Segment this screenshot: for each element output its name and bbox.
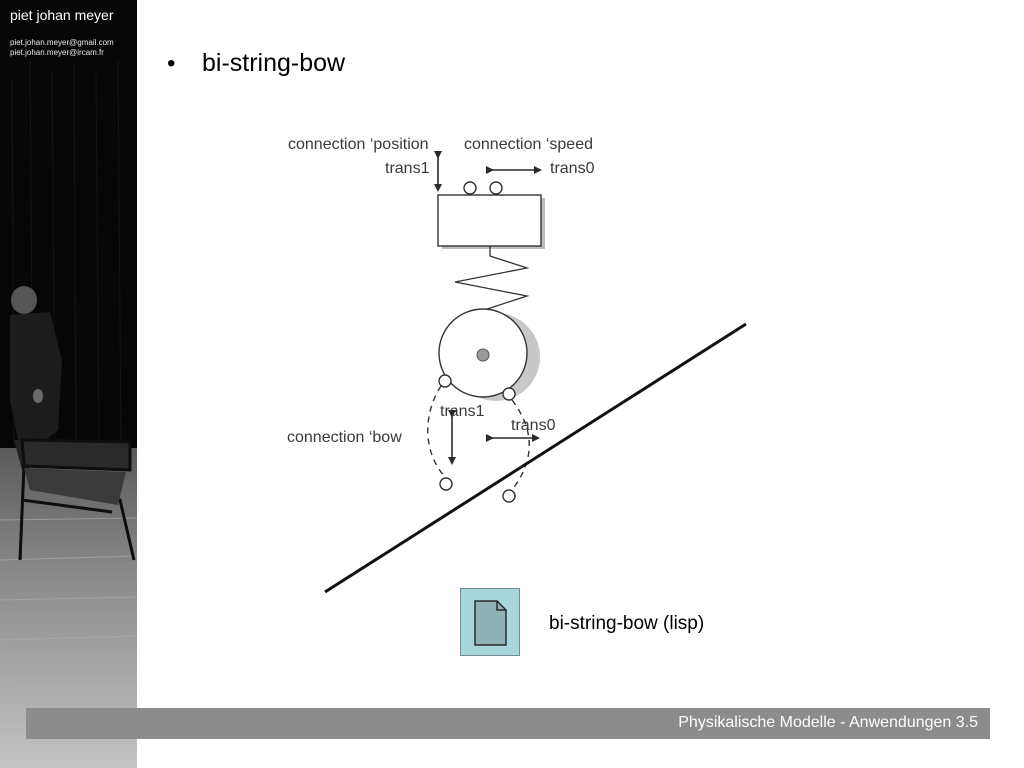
author-email-ircam[interactable]: piet.johan.meyer@ircam.fr (10, 48, 104, 57)
footer-text: Physikalische Modelle - Anwendungen 3.5 (678, 714, 978, 731)
label-connection-speed: connection ‘speed (464, 136, 593, 153)
string-connector-trans1 (440, 478, 452, 490)
label-trans0-bottom: trans0 (511, 417, 556, 434)
dashed-connection-trans1 (428, 386, 446, 478)
string-connector-trans0 (503, 490, 515, 502)
file-icon-button[interactable] (460, 588, 520, 656)
author-name: piet johan meyer (10, 7, 114, 23)
bow-wheel-hub (477, 349, 489, 361)
author-email-gmail[interactable]: piet.johan.meyer@gmail.com (10, 38, 114, 47)
dashed-connection-trans0 (512, 400, 529, 490)
top-connector-trans1 (464, 182, 476, 194)
document-icon (461, 589, 519, 655)
mass-box (438, 195, 541, 246)
slide-title: bi-string-bow (202, 49, 346, 77)
bow-connector-trans1 (439, 375, 451, 387)
footer-bar (26, 708, 990, 739)
bow-connector-trans0 (503, 388, 515, 400)
label-trans1-top: trans1 (385, 160, 430, 177)
file-label[interactable]: bi-string-bow (lisp) (549, 613, 705, 634)
label-connection-bow: connection ‘bow (287, 429, 402, 446)
top-connector-trans0 (490, 182, 502, 194)
title-bullet: • (167, 50, 176, 77)
label-trans0-top: trans0 (550, 160, 595, 177)
label-connection-position: connection ‘position (288, 136, 429, 153)
label-trans1-bottom: trans1 (440, 403, 485, 420)
